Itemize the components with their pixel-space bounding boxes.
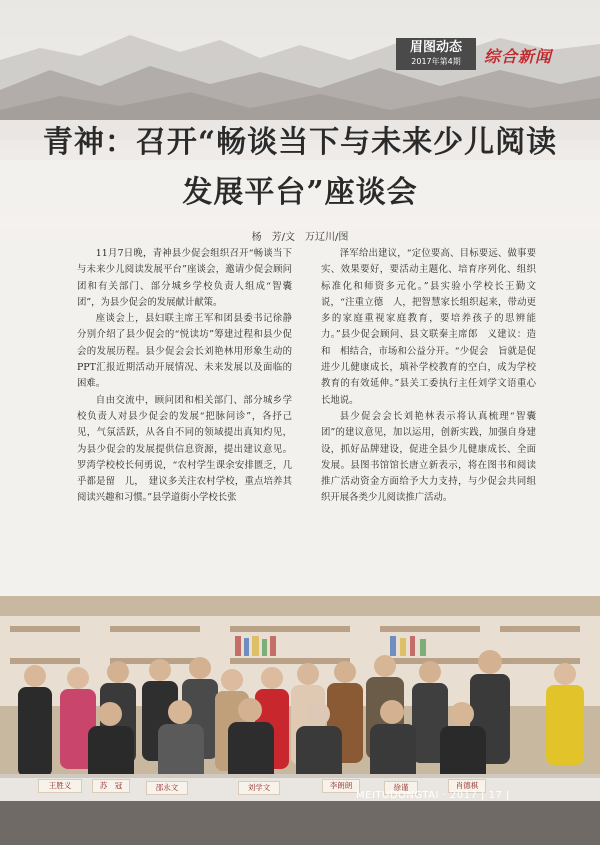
issue-label: 2017年第4期 bbox=[411, 57, 461, 66]
paragraph: 11月7日晚，青神县少促会组织召开“畅谈当下与未来少儿阅读发展平台”座谈会，邀请少促会顾问团和有关部门、部分城乡学校负责人组成“智囊团”，为县少促会的发展献计献策。 bbox=[77, 248, 292, 308]
article-title bbox=[30, 118, 570, 218]
nameplate: 徐谨 bbox=[384, 781, 418, 795]
paragraph: 座谈会上，县妇联主席王军和团县委书记徐静分别介绍了县少促会的“悦读坊”筹建过程和县少促会的发展历程。县少促会会长刘艳林用形象生动的PPT汇报近期活动开展情况、未来发展以及面临的困难。 bbox=[77, 313, 292, 390]
paragraph: 泽军给出建议，“定位要高、目标要远、做事要实、效果要好，要活动主题化、培育序列化、组织标准化和师资多元化。”县实验小学校长王勤文说，“注重立德 人，把智慧家长组织起来，带动更多的家庭重视家庭教育，要培养孩子的思辨能力。”县少促会顾问、县文联秦主席郎 义建议：造和 相结合，市场和公益分开。“少促会 旨就是促进少儿健康成长，填补学校教育的空白，成为学校教育的有效延伸。”县关工委执行主任刘学文语重心长地说。 bbox=[321, 248, 536, 406]
nameplate: 王胜义 bbox=[38, 779, 82, 793]
nameplate: 肖德棋 bbox=[448, 779, 486, 793]
section-label: 眉图动态 bbox=[409, 40, 462, 55]
byline: 杨 芳/文 万辽川/图 bbox=[251, 232, 349, 243]
nameplate: 李朗朗 bbox=[322, 779, 360, 793]
title-line-2: 发展平台”座谈会 bbox=[182, 175, 418, 210]
nameplate: 苏 冠 bbox=[92, 779, 130, 793]
group-photo-illustration bbox=[0, 596, 600, 845]
nameplate: 邵永文 bbox=[146, 781, 188, 795]
paragraph: 县少促会会长刘艳林表示将认真梳理“智囊团”的建议意见，加以运用，创新实践，加强自身建设，抓好品牌建设，促进全县少儿健康成长、全面发展。县图书馆馆长唐立新表示，将在图书和阅读推广活动资金方面给予大力支持，与少促会共同组织开展各类少儿阅读推广活动。 bbox=[321, 410, 536, 504]
page-footer: MEITUDONGTAI · 2017 | 17 | bbox=[356, 790, 510, 801]
body-column-right bbox=[321, 246, 536, 507]
brand-logo-text: 综合新闻 bbox=[484, 47, 553, 66]
section-badge bbox=[396, 38, 476, 70]
group-photo bbox=[0, 596, 600, 845]
nameplate: 刘学文 bbox=[238, 781, 280, 795]
title-line-1: 青神：召开“畅谈当下与未来少儿阅读 bbox=[42, 125, 558, 160]
paragraph: 自由交流中，顾问团和相关部门、部分城乡学校负责人对县少促会的发展“把脉问诊”，各抒己见，气氛活跃，从各自不同的领域提出真知灼见，为县少促会的发展提供信息资源，提出建议意见。罗湾学校校长何勇说，“农村学生课余安排匮乏，几乎都是留 儿， 建议多关注农村学校，重点培养其阅读兴趣和习惯。”县学道街小学校长张 bbox=[77, 394, 292, 504]
body-column-left bbox=[77, 246, 292, 507]
